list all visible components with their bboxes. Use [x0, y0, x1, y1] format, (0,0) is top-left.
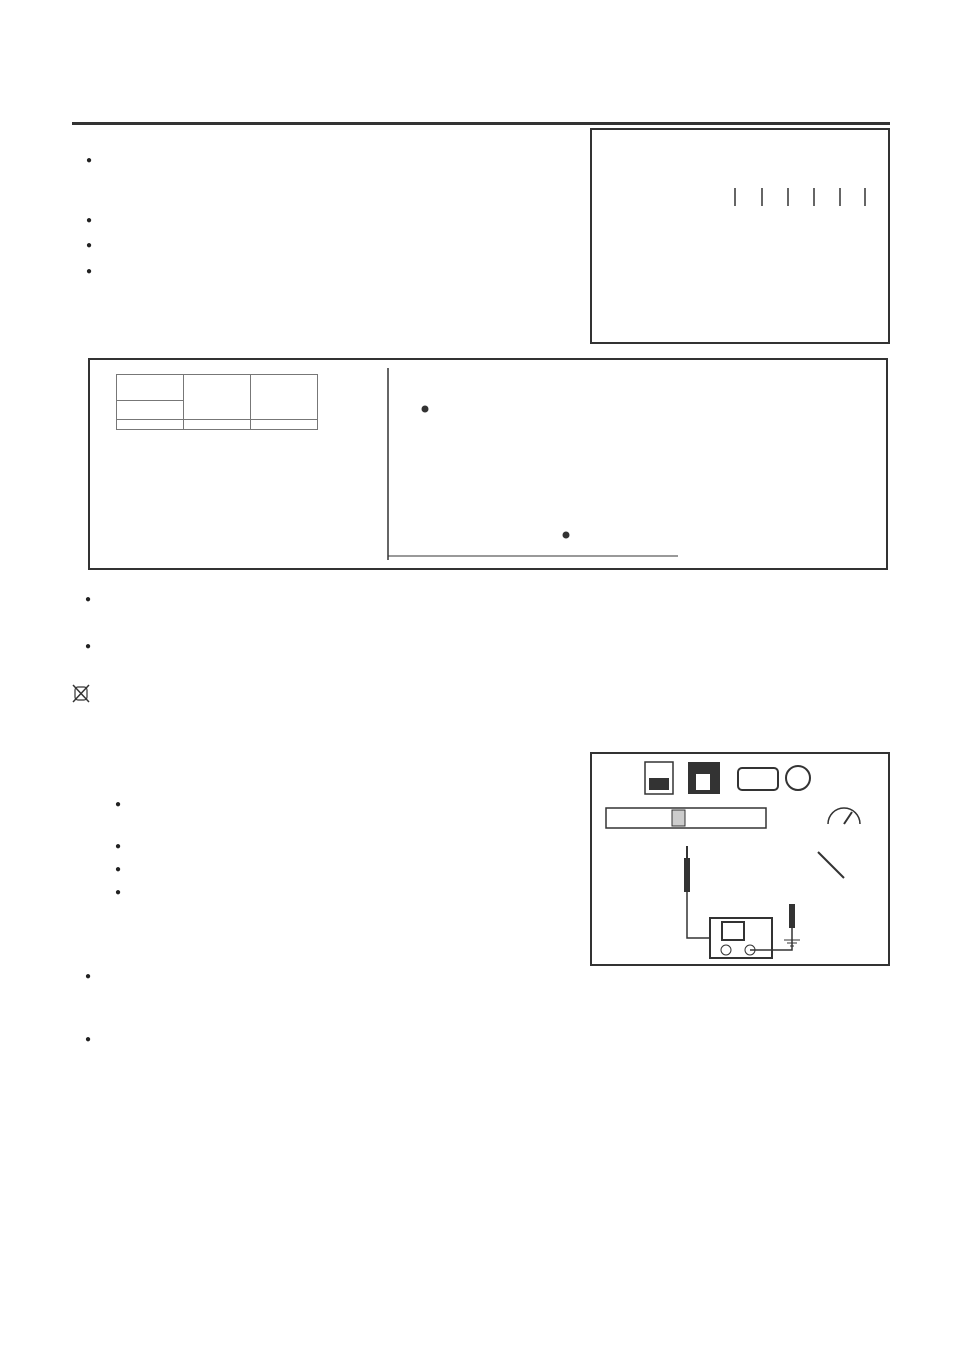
minimum-marker	[563, 532, 570, 539]
maximum-marker	[422, 406, 429, 413]
voltage-chart-svg	[90, 360, 886, 568]
probe-negative	[789, 904, 795, 928]
no-consult-icon	[72, 683, 90, 703]
probe-positive	[684, 858, 690, 892]
tach-needle	[818, 852, 844, 878]
ecm-connector	[606, 808, 766, 828]
temp-gauge	[828, 808, 860, 824]
cycle-diagram-svg	[592, 130, 888, 342]
figure-cycle-diagram	[590, 128, 890, 344]
voltmeter-diagram-svg	[592, 754, 888, 964]
header-rule	[72, 122, 890, 125]
cycle-dividers	[735, 188, 865, 206]
figure-voltmeter-diagram	[590, 752, 890, 966]
engine-icon	[738, 768, 778, 790]
ignition-on-icon	[786, 766, 810, 790]
figure-voltage-chart	[88, 358, 888, 570]
